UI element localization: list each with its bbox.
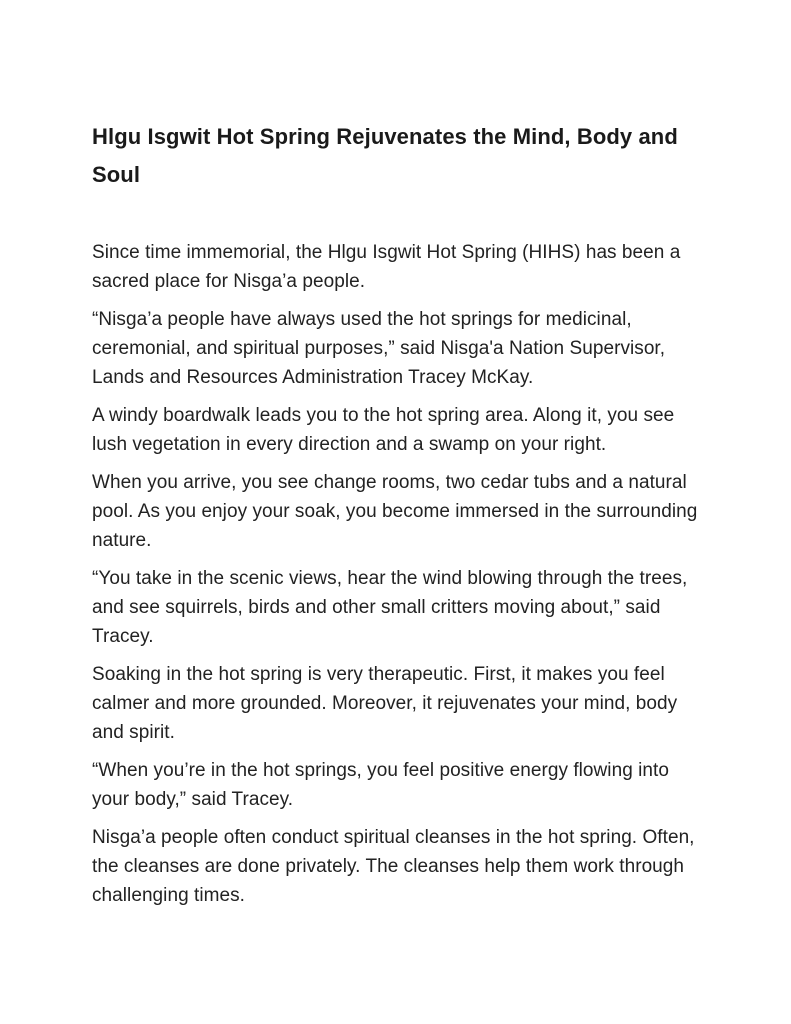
article-paragraph: Nisga’a people often conduct spiritual cleanses in the hot spring. Often, the cleanses are done privately. The cleanses help them work through challenging times. (92, 827, 695, 906)
article-body (92, 238, 698, 910)
article-paragraph: A windy boardwalk leads you to the hot spring area. Along it, you see lush vegetation in every direction and a swamp on your right. (92, 405, 675, 455)
article-content (92, 118, 698, 919)
article-paragraph: “You take in the scenic views, hear the wind blowing through the trees, and see squirrels, birds and other small critters moving about,” said Tracey. (92, 568, 688, 647)
article-paragraph: “Nisga’a people have always used the hot springs for medicinal, ceremonial, and spiritual purposes,” said Nisga'a Nation Supervisor, Lands and Resources Administration Tracey McKay. (92, 309, 666, 388)
article-title: Hlgu Isgwit Hot Spring Rejuvenates the Mind, Body and Soul (92, 124, 678, 187)
article-paragraph: “When you’re in the hot springs, you feel positive energy flowing into your body,” said Tracey. (92, 760, 669, 810)
article-paragraph: Soaking in the hot spring is very therapeutic. First, it makes you feel calmer and more grounded. Moreover, it rejuvenates your mind, body and spirit. (92, 664, 678, 743)
article-paragraph: When you arrive, you see change rooms, two cedar tubs and a natural pool. As you enjoy your soak, you become immersed in the surrounding nature. (92, 472, 698, 551)
article-paragraph: Since time immemorial, the Hlgu Isgwit Hot Spring (HIHS) has been a sacred place for Nisga’a people. (92, 242, 681, 292)
